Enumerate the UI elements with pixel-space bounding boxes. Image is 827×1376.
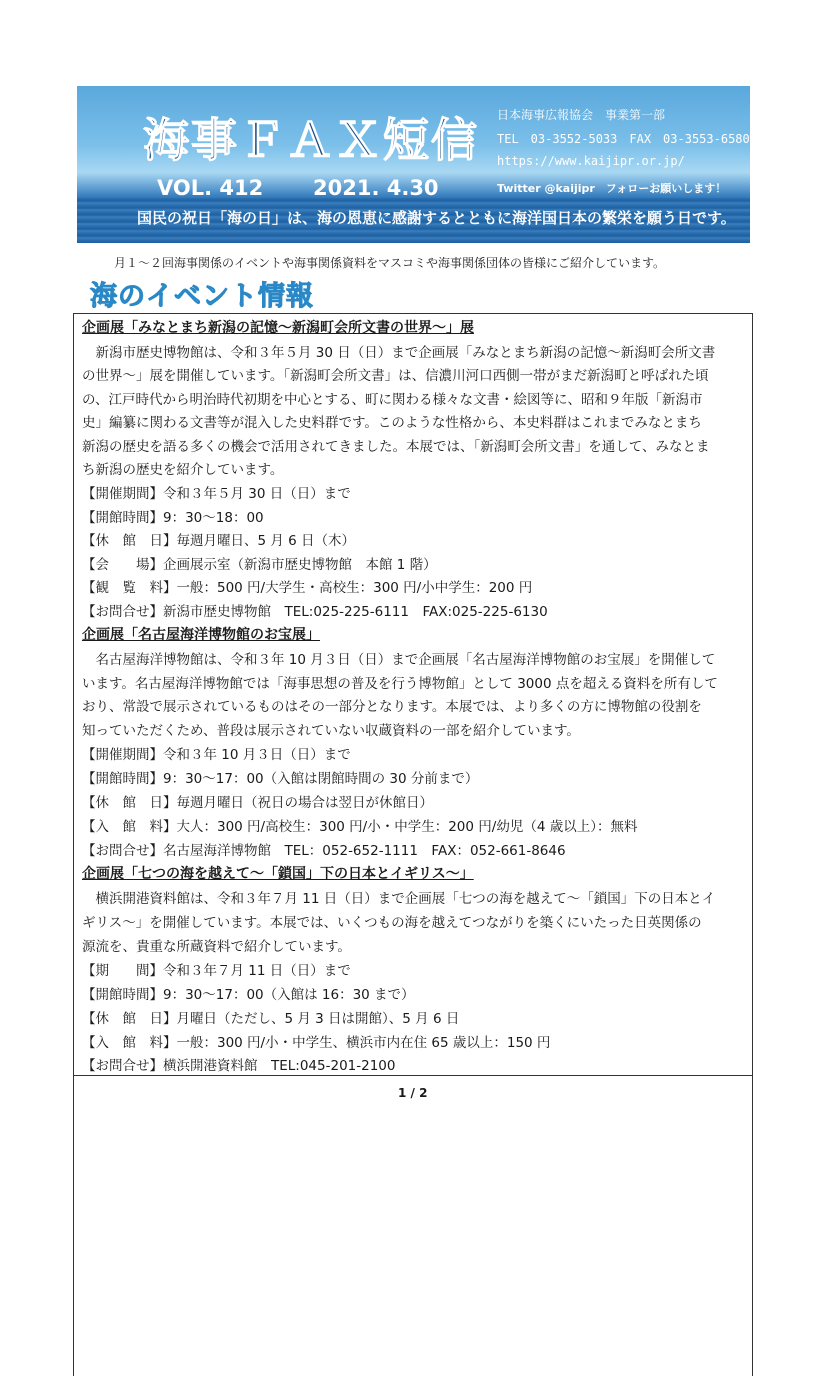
event-title: 企画展「名古屋海洋博物館のお宝展」	[82, 627, 320, 643]
event-detail: 【休 館 日】月曜日（ただし、5 月 3 日は開館）、5 月 6 日	[82, 1011, 460, 1027]
event-body-line: 新潟市歴史博物館は、令和３年５月 30 日（日）まで企画展「みなとまち新潟の記憶～新潟町会所文書	[82, 345, 716, 361]
event-body-line: の、江戸時代から明治時代初期を中心とする、町に関わる様々な文書・絵図等に、昭和９年版「新潟市	[82, 392, 703, 408]
events-box-bottom-rule	[73, 1075, 753, 1076]
event-detail: 【休 館 日】毎週月曜日、5 月 6 日（木）	[82, 533, 356, 549]
event-detail: 【休 館 日】毎週月曜日（祝日の場合は翌日が休館日）	[82, 795, 433, 811]
event-body-line: の世界～」展を開催しています。「新潟町会所文書」は、信濃川河口西側一帯がまだ新潟町と呼ばれた頃	[82, 368, 709, 384]
intro-text: 月１～２回海事関係のイベントや海事関係資料をマスコミや海事関係団体の皆様にご紹介しています。	[114, 256, 666, 270]
event-detail: 【開館時間】9：30～17：00（入館は 16：30 まで）	[82, 987, 415, 1003]
event-body-line: 源流を、貴重な所蔵資料で紹介しています。	[82, 939, 351, 955]
event-body-line: います。名古屋海洋博物館では「海事思想の普及を行う博物館」として 3000 点を超える資料を所有して	[82, 676, 718, 692]
event-detail: 【入 館 料】大人：300 円/高校生：300 円/小・中学生：200 円/幼児（4 歳以上）：無料	[82, 819, 638, 835]
event-body-line: 名古屋海洋博物館は、令和３年 10 月３日（日）まで企画展「名古屋海洋博物館のお宝展」を開催して	[82, 652, 716, 668]
event-title: 企画展「七つの海を越えて～「鎖国」下の日本とイギリス～」	[82, 866, 474, 882]
twitter-handle: Twitter @kaijipr フォローお願いします！	[497, 182, 727, 195]
event-body-line: 新潟の歴史を語る多くの機会で活用されてきました。本展では、「新潟町会所文書」を通して、みなとま	[82, 439, 710, 455]
event-detail: 【会 場】企画展示室（新潟市歴史博物館 本館 1 階）	[82, 557, 437, 573]
event-body-line: 知っていただくため、普段は展示されていない収蔵資料の一部を紹介しています。	[82, 723, 580, 739]
event-detail: 【入 館 料】一般：300 円/小・中学生、横浜市内在住 65 歳以上：150 円	[82, 1035, 551, 1051]
event-detail: 【お問合せ】新潟市歴史博物館 TEL:025-225-6111 FAX:025-225-6130	[82, 604, 548, 620]
publisher-phone: TEL 03-3552-5033 FAX 03-3553-6580	[497, 132, 750, 146]
publisher-name: 日本海事広報協会 事業第一部	[497, 108, 666, 122]
event-body-line: ギリス～」を開催しています。本展では、いくつもの海を越えてつながりを築くにいたった日英関係の	[82, 915, 702, 931]
event-detail: 【お問合せ】名古屋海洋博物館 TEL：052-652-1111 FAX：052-661-8646	[82, 843, 566, 859]
section-heading: 海のイベント情報	[90, 281, 314, 312]
event-detail: 【観 覧 料】一般：500 円/大学生・高校生：300 円/小中学生：200 円	[82, 580, 533, 596]
event-detail: 【開催期間】令和３年５月 30 日（日）まで	[82, 486, 351, 502]
event-body-line: おり、常設で展示されているものはその一部分となります。本展では、より多くの方に博物館の役割を	[82, 699, 702, 715]
event-detail: 【開催期間】令和３年 10 月３日（日）まで	[82, 747, 351, 763]
event-detail: 【期 間】令和３年７月 11 日（日）まで	[82, 963, 351, 979]
event-detail: 【お問合せ】横浜開港資料館 TEL:045-201-2100	[82, 1058, 396, 1074]
event-body-line: 横浜開港資料館は、令和３年７月 11 日（日）まで企画展「七つの海を越えて～「鎖国」下の日本とイ	[82, 891, 716, 907]
event-body-line: 史」編纂に関わる文書等が混入した史料群です。このような性格から、本史料群はこれまでみなとまち	[82, 415, 702, 431]
event-detail: 【開館時間】9：30～17：00（入館は閉館時間の 30 分前まで）	[82, 771, 479, 787]
event-detail: 【開館時間】9：30～18：00	[82, 510, 264, 526]
banner-motto: 国民の祝日「海の日」は、海の恩恵に感謝するとともに海洋国日本の繁栄を願う日です。	[137, 209, 736, 227]
publisher-url: https://www.kaijipr.or.jp/	[497, 154, 685, 168]
event-body-line: ち新潟の歴史を紹介しています。	[82, 462, 284, 478]
issue-date: 2021. 4.30	[313, 176, 439, 200]
event-title: 企画展「みなとまち新潟の記憶～新潟町会所文書の世界～」展	[82, 320, 474, 336]
volume-number: VOL. 412	[157, 176, 264, 200]
header-banner	[77, 86, 750, 243]
page-number: 1 / 2	[398, 1086, 428, 1100]
newsletter-title: 海事ＦＡＸ短信	[143, 113, 479, 167]
